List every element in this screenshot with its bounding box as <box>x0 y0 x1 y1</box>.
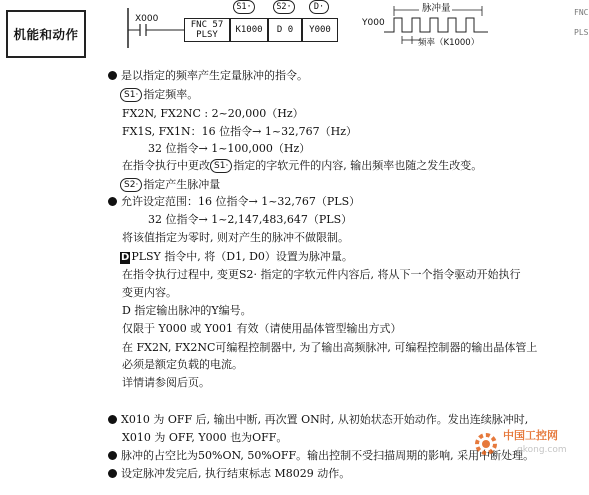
s1-value: K1000 <box>235 25 263 35</box>
desc-line-1: 是以指定的频率产生定量脉冲的指令。 <box>108 68 308 84</box>
function-label: 机能和动作 <box>13 27 79 42</box>
desc-line-14: D 指定输出脉冲的Y编号。 <box>122 304 252 317</box>
s2-value: D 0 <box>276 25 294 35</box>
description-body <box>108 0 578 495</box>
desc-line-9: 32 位指令→ 1~2,147,483,647（PLS） <box>148 213 353 226</box>
bullet-icon <box>108 415 117 424</box>
edge-text-1: FNC <box>574 8 589 17</box>
bullet-icon <box>108 451 117 460</box>
desc-line-15: 仅限于 Y000 或 Y001 有效（请使用晶体管型输出方式） <box>122 322 402 335</box>
function-label-box <box>6 10 86 58</box>
desc-line-6: 在指令执行中更改 S1· 指定的字软元件的内容, 输出频率也随之发生改变。 <box>122 159 483 172</box>
s1-operand-icon: S1· <box>120 88 142 102</box>
desc-line-20: X010 为 OFF, Y000 也为OFF。 <box>122 431 288 444</box>
fnc-number: FNC 57 <box>190 20 224 30</box>
desc-line-10: 将该值指定为零时, 则对产生的脉冲不做限制。 <box>122 231 349 244</box>
bullet-icon <box>108 71 117 80</box>
s2-operand-tag: S2· <box>273 0 295 14</box>
fnc-mnemonic: PLSY <box>196 30 218 40</box>
watermark-title: 中国工控网 <box>503 429 558 442</box>
bullet-icon <box>108 469 117 478</box>
watermark-logo <box>471 423 581 467</box>
bullet-icon <box>108 197 117 206</box>
desc-line-17: 必须是额定负载的电流。 <box>122 358 243 371</box>
desc-line-3: FX2N, FX2NC : 2~20,000（Hz） <box>122 107 304 120</box>
waveform-frequency-label: 频率（K1000） <box>418 38 480 48</box>
s2-operand-icon: S2· <box>120 178 142 192</box>
s1-operand-tag: S1· <box>233 0 255 14</box>
d-operand-icon: D <box>121 252 130 263</box>
desc-line-5: 32 位指令→ 1~100,000（Hz） <box>148 142 311 155</box>
desc-line-8: 允许设定范围：16 位指令→ 1~32,767（PLS） <box>108 194 360 210</box>
desc-line-2: S1· 指定频率。 <box>120 87 198 103</box>
desc-line-18: 详情请参阅后页。 <box>122 376 210 389</box>
s1-operand-icon: S1· <box>210 159 232 173</box>
desc-line-21: 脉冲的占空比为50%ON, 50%OFF。输出控制不受扫描周期的影响, 采用中断处理。 <box>108 448 534 464</box>
desc-line-16: 在 FX2N, FX2NC可编程控制器中, 为了输出高频脉冲, 可编程控制器的输出晶体管上 <box>122 341 538 354</box>
desc-line-19: X010 为 OFF 后, 输出中断, 再次置 ON时, 从初始状态开始动作。发出连续脉冲时, <box>108 412 528 428</box>
contact-label: X000 <box>135 14 159 24</box>
desc-line-11: D PLSY 指令中, 将（D1, D0）设置为脉冲量。 <box>121 250 353 263</box>
waveform-title: 脉冲量 <box>422 3 451 14</box>
watermark-url: gkong.com <box>517 445 567 455</box>
waveform-output-label: Y000 <box>362 18 385 28</box>
desc-line-12: 在指令执行过程中, 变更S2· 指定的字软元件内容后, 将从下一个指令驱动开始执行 <box>122 268 521 281</box>
desc-line-22: 设定脉冲发完后, 执行结束标志 M8029 动作。 <box>108 466 350 482</box>
d-value: Y000 <box>309 25 331 35</box>
edge-text-2: PLS <box>574 28 589 37</box>
gear-icon <box>471 429 501 459</box>
desc-line-7: S2· 指定产生脉冲量 <box>120 177 220 193</box>
d-operand-tag: D· <box>309 0 329 14</box>
desc-line-13: 变更内容。 <box>122 286 177 299</box>
desc-line-4: FX1S, FX1N：16 位指令→ 1~32,767（Hz） <box>122 125 357 138</box>
